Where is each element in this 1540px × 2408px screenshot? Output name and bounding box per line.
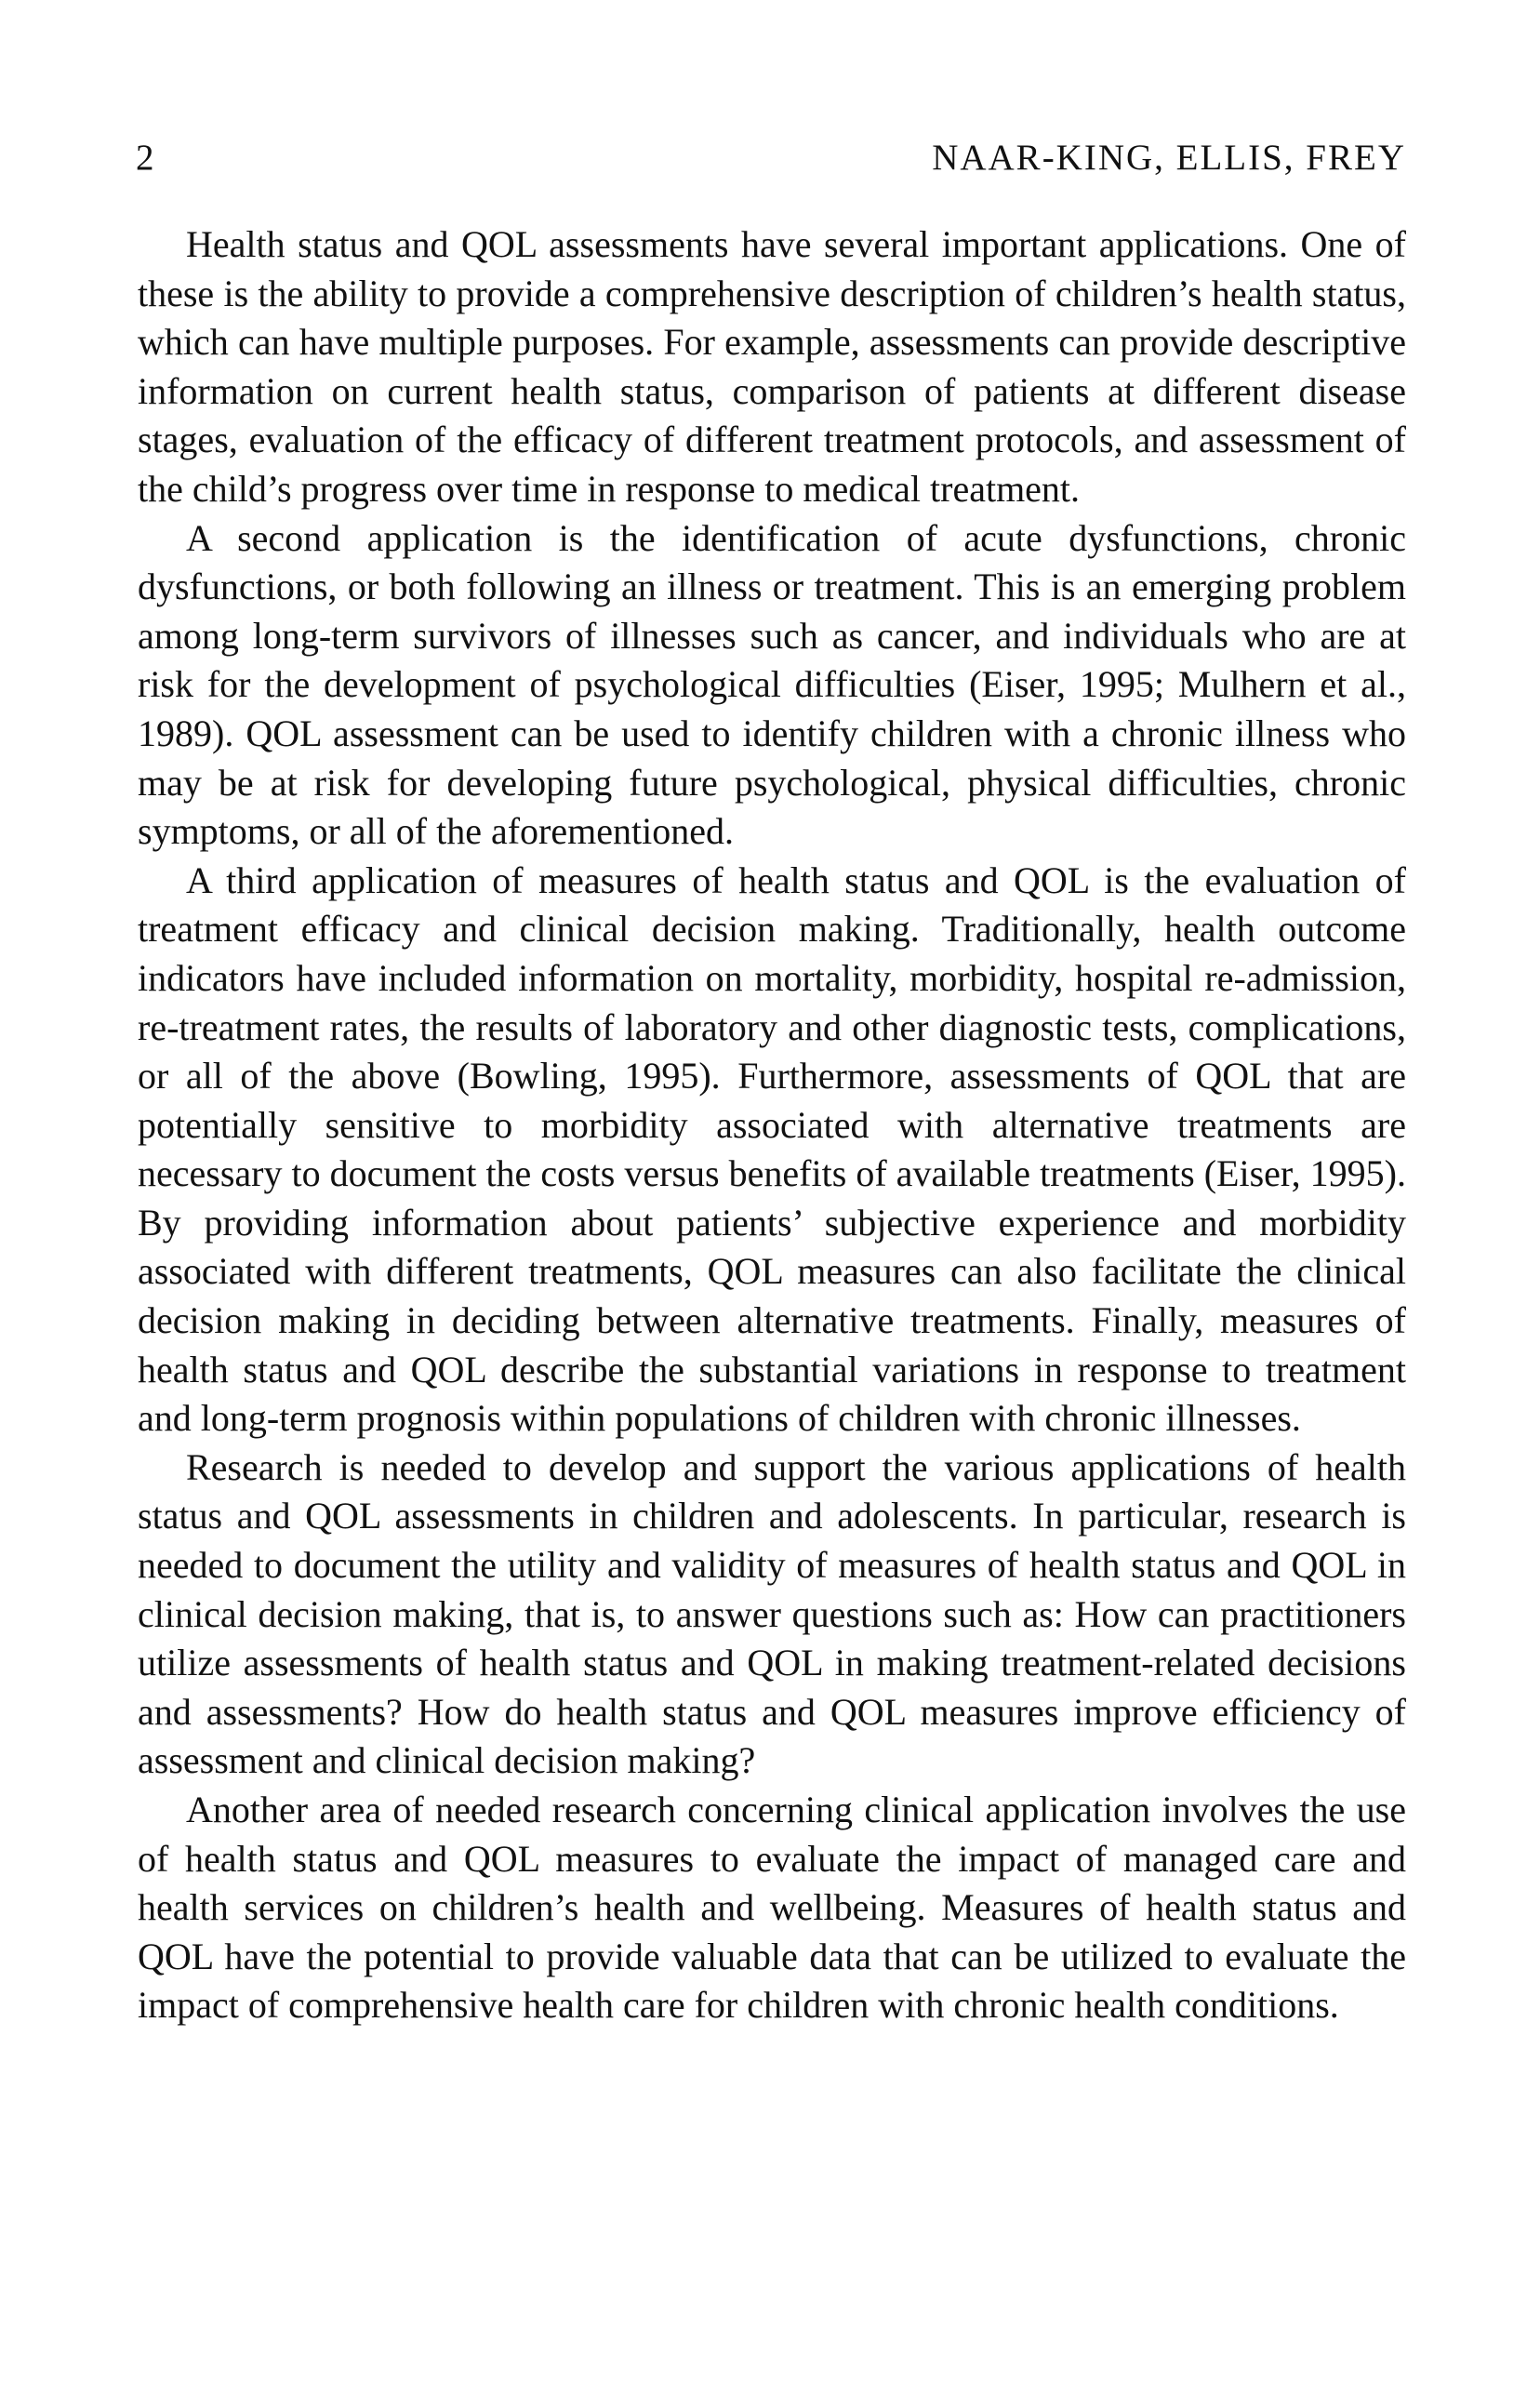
page-number: 2 — [136, 138, 154, 178]
paragraph-5: Another area of needed research concerning clinical application involves the use of health status and QOL measures to evaluate the impact of managed care and health services on children’s health and wellbeing. Measures of health status and QOL have the potential to provide valuable data that can be utilized to evaluate the impact of comprehensive health care for children with chronic health conditions. — [138, 1789, 1406, 2027]
paragraph-2: A second application is the identification of acute dysfunctions, chronic dysfunctions, or both following an illness or treatment. This is an emerging problem among long-term survivors of illnesses such as cancer, and individuals who are at risk for the development of psychological difficulties (Eiser, 1995; Mulhern et al., 1989). QOL assessment can be used to identify children with a chronic illness who may be at risk for developing future psychological, physical difficulties, chronic symptoms, or all of the aforementioned. — [138, 516, 1406, 853]
body-text — [138, 220, 1406, 2030]
running-header — [136, 132, 1406, 184]
paragraph-3: A third application of measures of health status and QOL is the evaluation of treatment efficacy and clinical decision making. Traditionally, health outcome indicators have included information on mortality, morbidity, hospital re-admission, re-treatment rates, the results of laboratory and other diagnostic tests, complications, or all of the above (Bowling, 1995). Furthermore, assessments of QOL that are potentially sensitive to morbidity associated with alternative treatments are necessary to document the costs versus benefits of available treatments (Eiser, 1995). By providing information about patients’ subjective experience and morbidity associated with different treatments, QOL measures can also facilitate the clinical decision making in deciding between alternative treatments. Finally, measures of health status and QOL describe the substantial variations in response to treatment and long-term prognosis within populations of children with chronic illnesses. — [138, 858, 1406, 1440]
running-header-authors: NAAR-KING, ELLIS, FREY — [932, 138, 1406, 178]
paragraph-4: Research is needed to develop and support the various applications of health status and QOL assessments in children and adolescents. In particular, research is needed to document the utility and validity of measures of health status and QOL in clinical decision making, that is, to answer questions such as: How can practitioners utilize assessments of health status and QOL in making treatment-related decisions and assessments? How do health status and QOL measures improve efficiency of assessment and clinical decision making? — [138, 1445, 1406, 1782]
paragraph-1: Health status and QOL assessments have several important applications. One of these is the ability to provide a comprehensive description of children’s health status, which can have multiple purposes. For example, assessments can provide descriptive information on current health status, comparison of patients at different disease stages, evaluation of the efficacy of different treatment protocols, and assessment of the child’s progress over time in response to medical treatment. — [138, 223, 1406, 510]
